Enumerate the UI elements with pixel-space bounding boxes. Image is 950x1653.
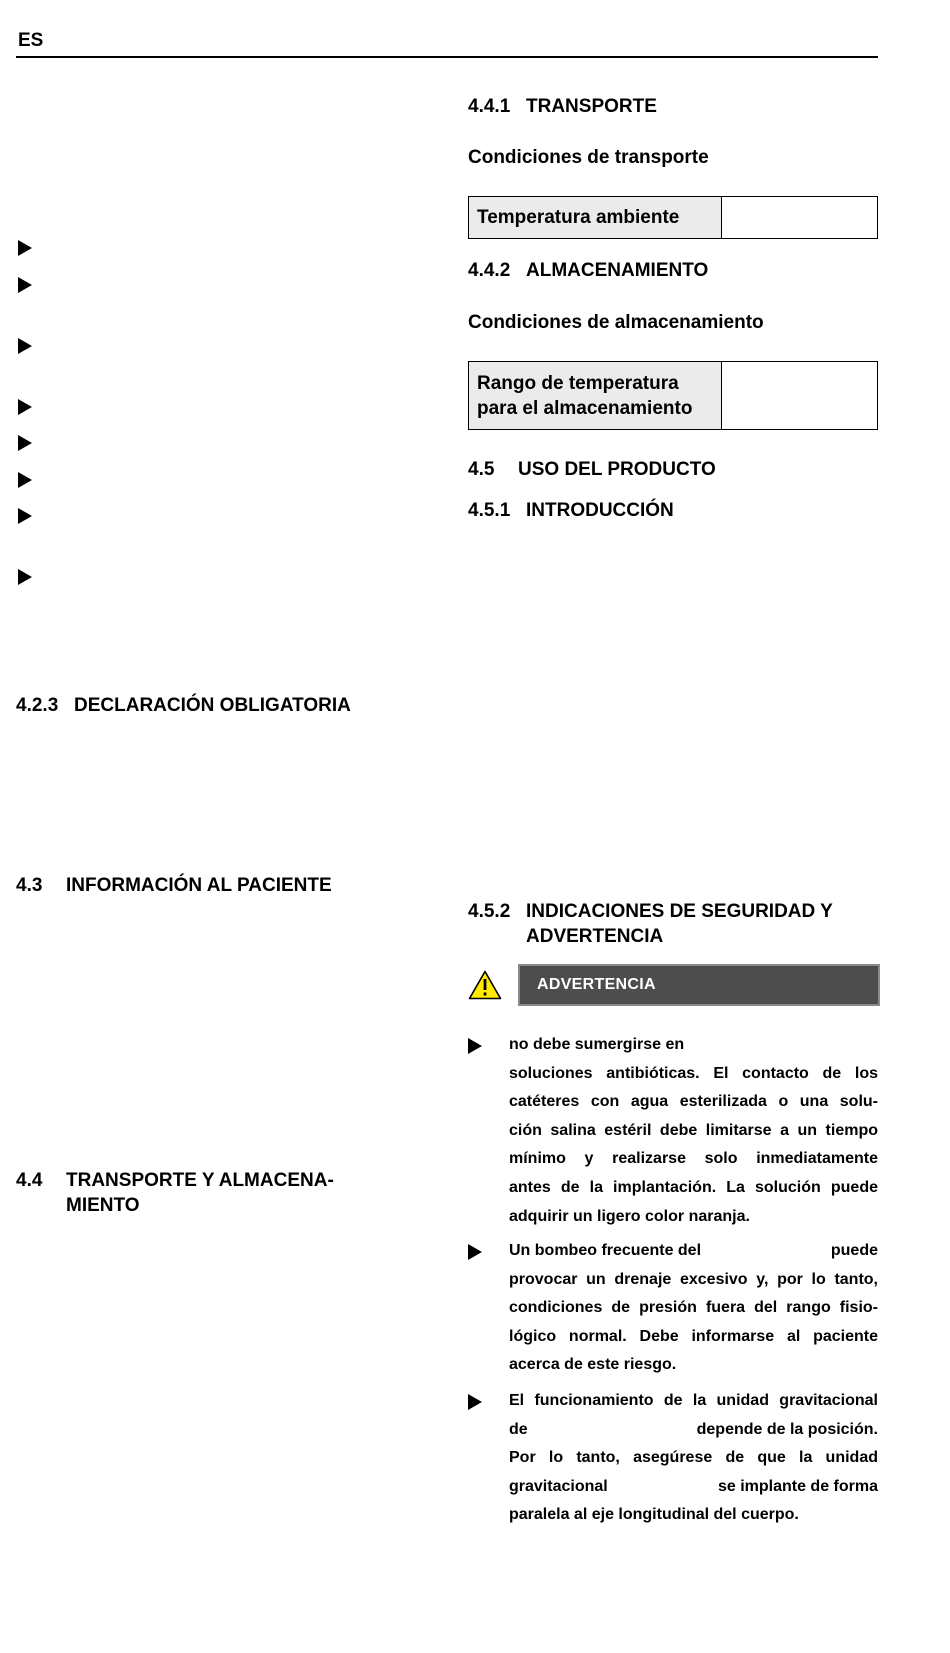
text-fragment: depende de la posición. bbox=[696, 1420, 878, 1438]
section-title-line2: MIENTO bbox=[66, 1195, 140, 1216]
bullet-arrow-icon bbox=[18, 240, 32, 256]
heading-4-4 bbox=[16, 1168, 334, 1193]
section-number: 4.5.1 bbox=[468, 500, 511, 521]
bullet-arrow-icon bbox=[18, 508, 32, 524]
section-number: 4.3 bbox=[16, 875, 43, 896]
warning-item-3 bbox=[509, 1387, 878, 1530]
section-title-line1: TRANSPORTE Y ALMACENA- bbox=[66, 1170, 334, 1191]
bullet-arrow-icon bbox=[468, 1244, 482, 1260]
section-number: 4.5 bbox=[468, 459, 495, 480]
section-title: DECLARACIÓN OBLIGATORIA bbox=[74, 695, 351, 716]
transport-table bbox=[468, 196, 878, 239]
text-fragment: se implante de forma bbox=[717, 1477, 878, 1495]
text-line bbox=[509, 1473, 878, 1502]
heading-4-5-2 bbox=[468, 899, 833, 924]
section-number: 4.2.3 bbox=[16, 695, 59, 716]
text-fragment: gravitacional bbox=[509, 1477, 608, 1495]
bullet-arrow-icon bbox=[18, 435, 32, 451]
text-line: provocar un drenaje excesivo y, por lo tanto, bbox=[509, 1270, 878, 1288]
section-title: USO DEL PRODUCTO bbox=[518, 459, 716, 480]
bullet-arrow-icon bbox=[18, 338, 32, 354]
text-fragment: Un bombeo frecuente del bbox=[509, 1242, 702, 1259]
section-number: 4.4 bbox=[16, 1170, 43, 1191]
text-line: Por lo tanto, asegúrese de que la unidad bbox=[509, 1449, 878, 1467]
text-line bbox=[509, 1237, 878, 1266]
section-number: 4.4.2 bbox=[468, 260, 511, 281]
heading-4-4-2 bbox=[468, 258, 708, 283]
language-code: ES bbox=[18, 30, 44, 51]
section-title: INTRODUCCIÓN bbox=[526, 500, 674, 521]
transport-conditions-heading: Condiciones de transporte bbox=[468, 147, 709, 168]
storage-temperature-value bbox=[722, 362, 877, 429]
ambient-temperature-label: Temperatura ambiente bbox=[469, 197, 722, 238]
heading-4-3 bbox=[16, 873, 332, 898]
bullet-arrow-icon bbox=[468, 1394, 482, 1410]
bullet-arrow-icon bbox=[468, 1038, 482, 1054]
section-number: 4.4.1 bbox=[468, 96, 511, 117]
section-title-line1: INDICACIONES DE SEGURIDAD Y bbox=[526, 901, 833, 922]
text-line: antes de la implantación. La solución puede bbox=[509, 1178, 878, 1196]
label-line: Rango de temperatura bbox=[477, 372, 679, 394]
storage-conditions-heading: Condiciones de almacenamiento bbox=[468, 312, 764, 333]
label-line: para el almacenamiento bbox=[477, 397, 693, 419]
storage-table bbox=[468, 361, 878, 430]
text-fragment: de bbox=[509, 1420, 528, 1438]
text-line: mínimo y realizarse solo inmediatamente bbox=[509, 1150, 878, 1168]
text-line bbox=[509, 1416, 878, 1445]
section-title: ALMACENAMIENTO bbox=[526, 260, 709, 281]
bullet-arrow-icon bbox=[18, 569, 32, 585]
text-fragment: puede bbox=[830, 1242, 878, 1259]
section-number: 4.5.2 bbox=[468, 901, 511, 922]
text-line: acerca de este riesgo. bbox=[509, 1356, 677, 1374]
heading-4-2-3 bbox=[16, 693, 351, 718]
section-title-line2: ADVERTENCIA bbox=[526, 926, 664, 947]
heading-4-5-1 bbox=[468, 498, 674, 523]
warning-item-2 bbox=[509, 1237, 878, 1380]
heading-4-5 bbox=[468, 457, 716, 482]
text-line: paralela al eje longitudinal del cuerpo. bbox=[509, 1506, 799, 1524]
ambient-temperature-value bbox=[722, 197, 877, 238]
warning-banner: ADVERTENCIA bbox=[518, 964, 880, 1006]
text-line: adquirir un ligero color naranja. bbox=[509, 1207, 750, 1225]
warning-item-1 bbox=[509, 1031, 878, 1231]
text-line: no debe sumergirse en bbox=[509, 1036, 685, 1053]
bullet-arrow-icon bbox=[18, 472, 32, 488]
text-line: ción salina estéril debe limitarse a un tiempo bbox=[509, 1121, 878, 1139]
section-title: TRANSPORTE bbox=[526, 96, 657, 117]
bullet-arrow-icon bbox=[18, 399, 32, 415]
header-rule bbox=[16, 56, 878, 58]
text-line: catéteres con agua esterilizada o una solu- bbox=[509, 1093, 878, 1111]
text-line: condiciones de presión fuera del rango fisio- bbox=[509, 1299, 878, 1317]
text-line: El funcionamiento de la unidad gravitacional bbox=[509, 1392, 878, 1409]
storage-temperature-label bbox=[469, 362, 722, 429]
bullet-arrow-icon bbox=[18, 277, 32, 293]
heading-4-4-1 bbox=[468, 94, 657, 119]
text-line: lógico normal. Debe informarse al paciente bbox=[509, 1327, 878, 1345]
warning-triangle-icon bbox=[468, 970, 502, 1000]
text-line: soluciones antibióticas. El contacto de los bbox=[509, 1064, 878, 1082]
section-title: INFORMACIÓN AL PACIENTE bbox=[66, 875, 332, 896]
